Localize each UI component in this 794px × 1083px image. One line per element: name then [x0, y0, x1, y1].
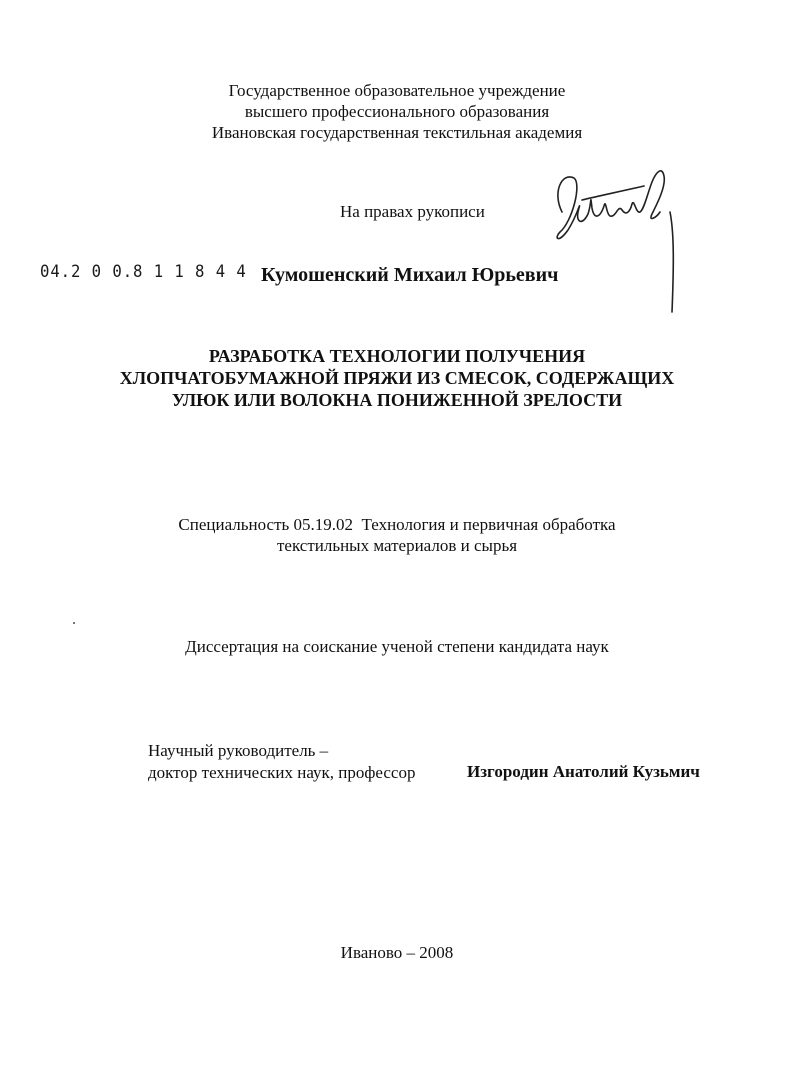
advisor-name: Изгородин Анатолий Кузьмич — [467, 762, 700, 781]
advisor-role-line-1: Научный руководитель – — [148, 741, 329, 760]
institution-header — [0, 80, 794, 143]
handwritten-signature — [548, 152, 688, 322]
dissertation-type: Диссертация на соискание ученой степени кандидата наук — [185, 637, 609, 656]
title-line-1: РАЗРАБОТКА ТЕХНОЛОГИИ ПОЛУЧЕНИЯ — [208, 346, 586, 366]
specialty-line-1: Специальность 05.19.02 Технология и первичная обработка — [178, 515, 616, 534]
institution-line-2: высшего профессионального образования — [244, 102, 550, 121]
institution-line-1: Государственное образовательное учреждение — [228, 81, 566, 100]
specialty-line-2: текстильных материалов и сырья — [276, 536, 518, 555]
scan-speck — [73, 622, 75, 624]
advisor-role-line-2: доктор технических наук, профессор — [148, 763, 416, 782]
dissertation-title — [0, 345, 794, 411]
title-line-2: ХЛОПЧАТОБУМАЖНОЙ ПРЯЖИ ИЗ СМЕСОК, СОДЕРЖАЩИХ — [119, 368, 675, 388]
archive-stamp: 04.2 0 0.8 1 1 8 4 4 — [40, 262, 247, 282]
author-name: Кумошенский Михаил Юрьевич — [261, 264, 559, 286]
manuscript-rights: На правах рукописи — [340, 202, 485, 221]
advisor-role — [148, 740, 415, 784]
specialty — [0, 514, 794, 556]
city-year: Иваново – 2008 — [340, 943, 454, 962]
title-line-3: УЛЮК ИЛИ ВОЛОКНА ПОНИЖЕННОЙ ЗРЕЛОСТИ — [171, 390, 623, 410]
institution-line-3: Ивановская государственная текстильная академия — [211, 123, 583, 142]
